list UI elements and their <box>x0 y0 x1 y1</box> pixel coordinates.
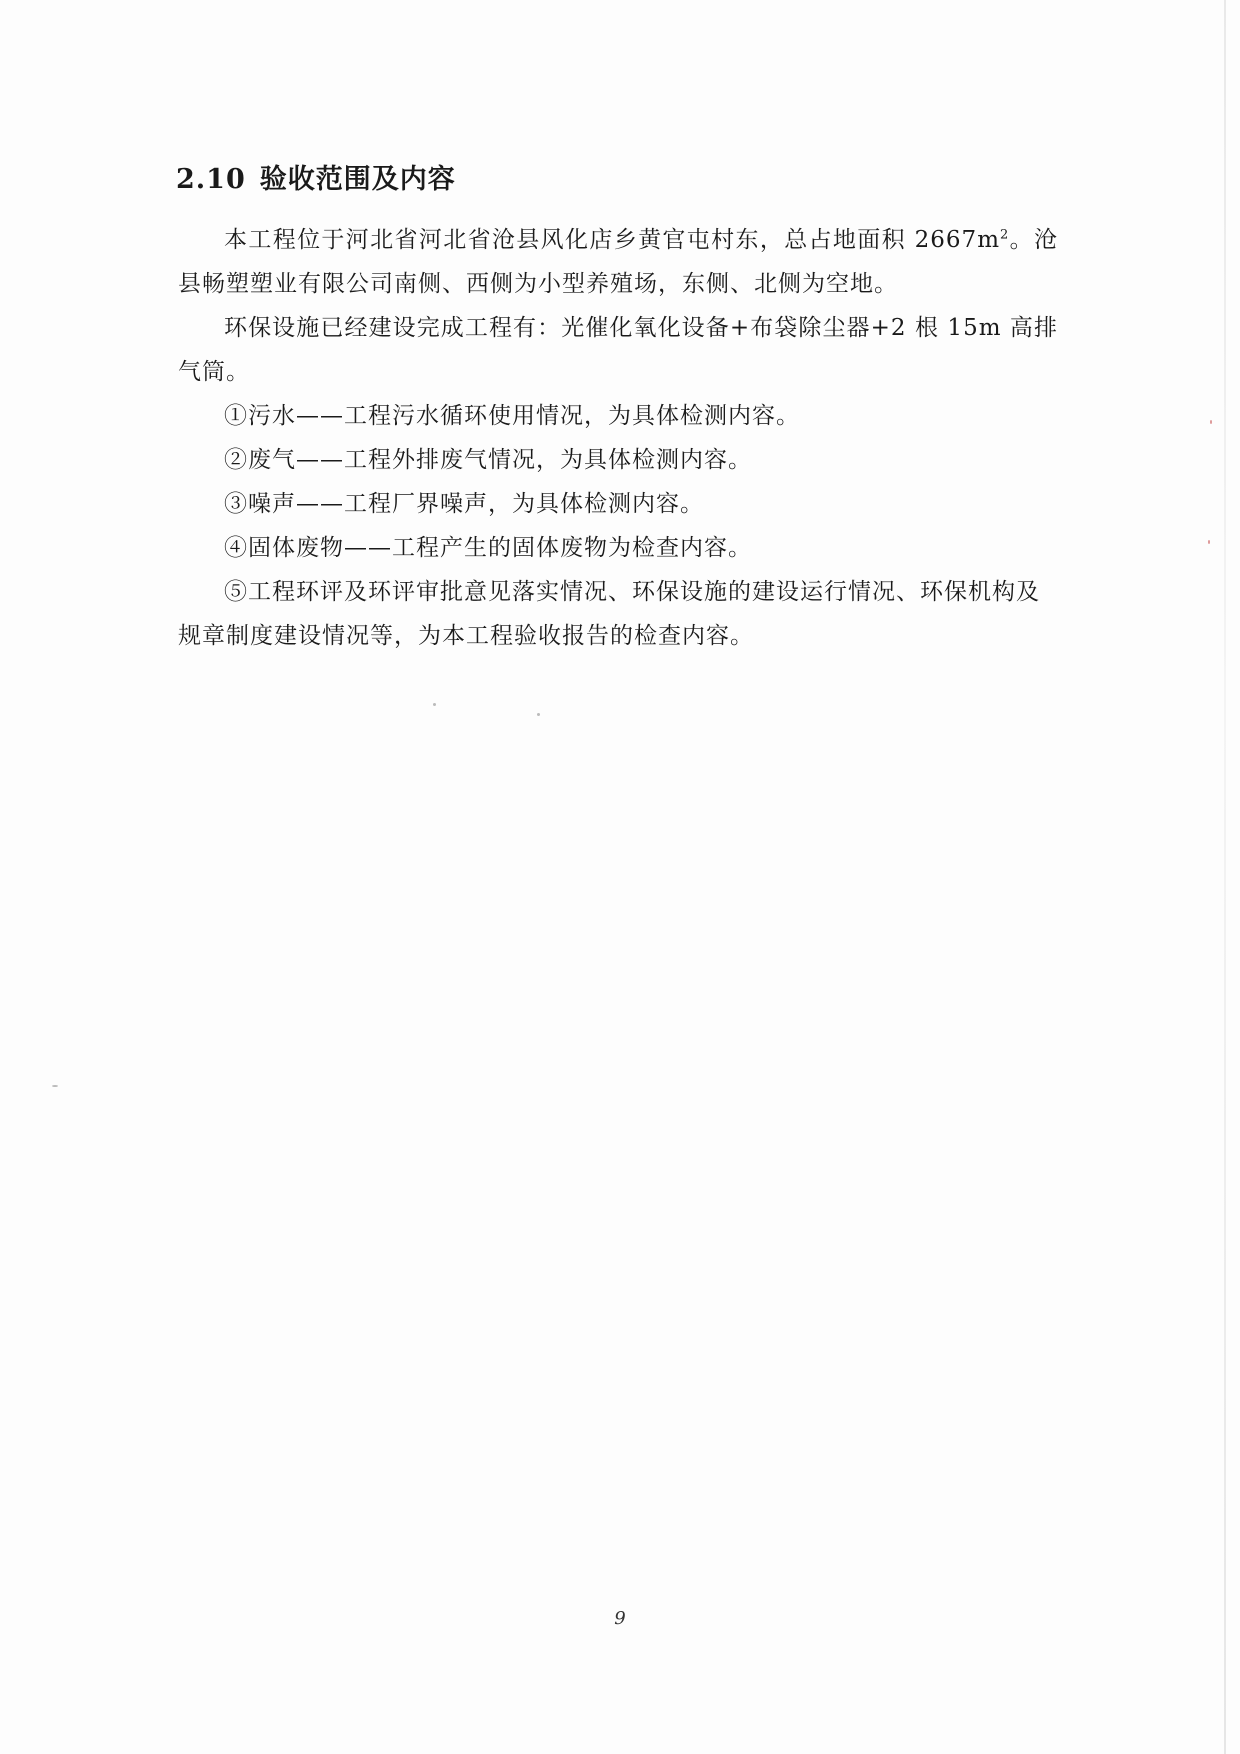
scan-speck <box>433 703 436 706</box>
scan-speck <box>537 713 540 716</box>
paragraph-location <box>178 218 1058 306</box>
section-number: 2.10 <box>176 164 246 195</box>
scan-speck <box>1208 540 1210 544</box>
paragraph-location-text-cont: 。沧县畅塑塑业有限公司南侧、西侧为小型养殖场，东侧、北侧为空地。 <box>178 227 1059 297</box>
section-title: 验收范围及内容 <box>259 164 456 195</box>
paragraph-facilities: 环保设施已经建设完成工程有：光催化氧化设备+布袋除尘器+2 根 15m 高排气筒。 <box>178 315 1058 385</box>
page-number: 9 <box>614 1608 626 1629</box>
paragraph-location-text: 本工程位于河北省河北省沧县风化店乡黄官屯村东，总占地面积 2667m <box>224 227 1001 253</box>
section-heading <box>176 160 1058 200</box>
scan-speck <box>1210 420 1212 424</box>
superscript-unit: 2 <box>1000 227 1010 243</box>
list-item-exhaust-gas: ②废气——工程外排废气情况，为具体检测内容。 <box>224 447 752 473</box>
list-item-solid-waste: ④固体废物——工程产生的固体废物为检查内容。 <box>224 535 752 561</box>
list-item-inspection: ⑤工程环评及环评审批意见落实情况、环保设施的建设运行情况、环保机构及规章制度建设情况等，为本工程验收报告的检查内容。 <box>178 579 1040 649</box>
scan-edge <box>1224 0 1226 1754</box>
scan-speck <box>52 1085 58 1087</box>
list-item-noise: ③噪声——工程厂界噪声，为具体检测内容。 <box>224 491 704 517</box>
document-content <box>178 160 1058 658</box>
list-item-wastewater: ①污水——工程污水循环使用情况，为具体检测内容。 <box>224 403 800 429</box>
